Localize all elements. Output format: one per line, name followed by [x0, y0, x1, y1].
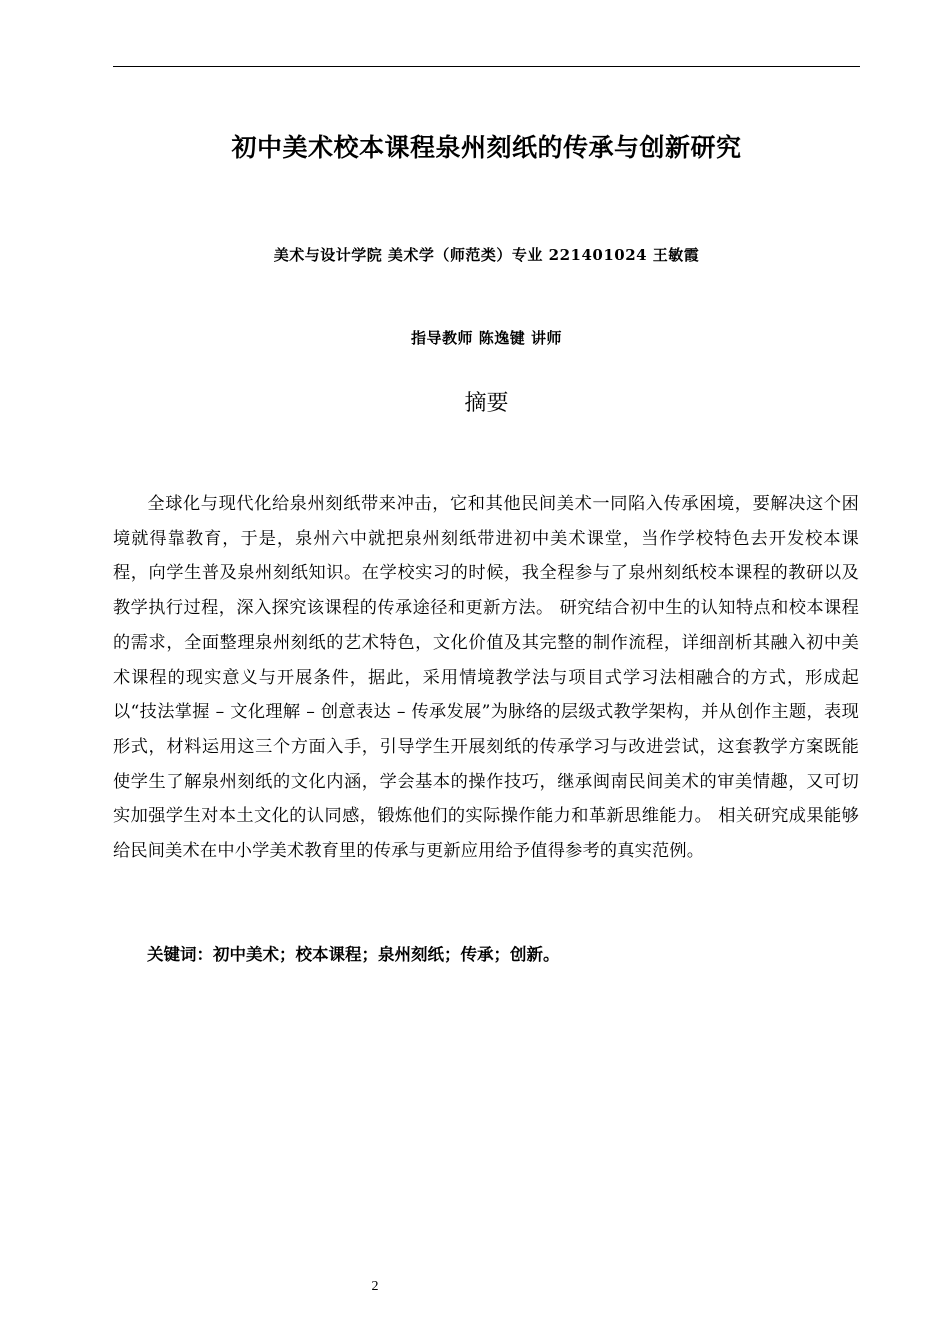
abstract-body: 全球化与现代化给泉州刻纸带来冲击，它和其他民间美术一同陷入传承困境，要解决这个困境就得靠教育，于是，泉州六中就把泉州刻纸带进初中美术课堂，当作学校特色去开发校本课程，向学生普及泉州刻纸知识。在学校实习的时候，我全程参与了泉州刻纸校本课程的教研以及教学执行过程，深入探究该课程的传承途径和更新方法。 研究结合初中生的认知特点和校本课程的需求，全面整理泉州刻纸的艺术特色，文化价值及其完整的制作流程，详细剖析其融入初中美术课程的现实意义与开展条件，据此，采用情境教学法与项目式学习法相融合的方式，形成起以“技法掌握 – 文化理解 – 创意表达 – 传承发展”为脉络的层级式教学架构，并从创作主题，表现形式，材料运用这三个方面入手，引导学生开展刻纸的传承学习与改进尝试，这套教学方案既能使学生了解泉州刻纸的文化内涵，学会基本的操作技巧，继承闽南民间美术的审美情趣，又可切实加强学生对本土文化的认同感，锻炼他们的实际操作能力和革新思维能力。 相关研究成果能够给民间美术在中小学美术教育里的传承与更新应用给予值得参考的真实范例。 [113, 494, 859, 862]
abstract-heading: 摘要 [464, 391, 509, 416]
header-rule [113, 66, 860, 67]
keywords-line: 关键词：初中美术；校本课程；泉州刻纸；传承；创新。 [147, 945, 560, 964]
paper-title: 初中美术校本课程泉州刻纸的传承与创新研究 [231, 133, 742, 162]
page-number: 2 [371, 1279, 379, 1294]
advisor-line: 指导教师 陈逸键 讲师 [411, 329, 562, 347]
author-line: 美术与设计学院 美术学（师范类）专业 221401024 王敏霞 [273, 246, 700, 264]
